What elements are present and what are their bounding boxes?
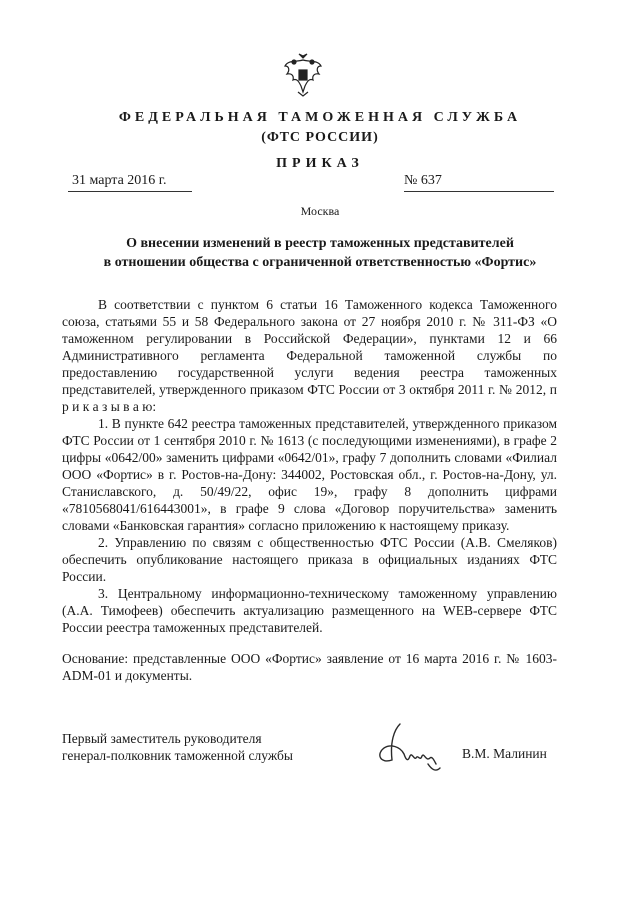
- city: Москва: [300, 204, 340, 218]
- heading-line-2: в отношении общества с ограниченной ответственностью «Фортис»: [103, 255, 537, 270]
- order-heading: [60, 234, 580, 272]
- order-body: [62, 296, 557, 636]
- order-date: 31 марта 2016 г.: [72, 173, 167, 188]
- coat-of-arms-icon: [282, 52, 324, 98]
- heading-line-1: О внесении изменений в реестр таможенных представителей: [126, 236, 514, 251]
- signatory-position: [62, 730, 342, 764]
- basis-text: Основание: представленные ООО «Фортис» заявление от 16 марта 2016 г. № 1603-ADM-01 и документы.: [62, 651, 557, 683]
- organization-title: ФЕДЕРАЛЬНАЯ ТАМОЖЕННАЯ СЛУЖБА: [118, 110, 522, 125]
- preamble-paragraph: В соответствии с пунктом 6 статьи 16 Таможенного кодекса Таможенного союза, статьями 55 и 58 Федерального закона от 27 ноября 2010 г. № 311-ФЗ «О таможенном регулировании в Российской Федерации», пунктами 12 и 66 Административного регламента Федеральной таможенной службы по предоставлению государственной услуги ведения реестра таможенных представителей, утвержденного приказом ФТС России от 3 октября 2011 г. № 2012, п р и к а з ы в а ю:: [62, 297, 557, 414]
- handwritten-signature: [370, 720, 450, 776]
- organization-abbreviation: (ФТС РОССИИ): [261, 130, 379, 145]
- signatory-position-line-2: генерал-полковник таможенной службы: [62, 748, 293, 763]
- clause-2: 2. Управлению по связям с общественностью ФТС России (А.В. Смеляков) обеспечить опубликование настоящего приказа в официальных изданиях ФТС России.: [62, 535, 557, 584]
- clause-3: 3. Центральному информационно-техническому таможенному управлению (А.А. Тимофеев) обеспечить актуализацию размещенного на WEB-сервере ФТС России реестра таможенных представителей.: [62, 586, 557, 635]
- clause-1: 1. В пункте 642 реестра таможенных представителей, утвержденного приказом ФТС России от 1 сентября 2010 г. № 1613 (с последующими изменениями), в графе 2 цифры «0642/00» заменить цифрами «0642/01», графу 7 дополнить словами «Филиал ООО «Фортис» в г. Ростов-на-Дону: 344002, Ростовская обл., г. Ростов-на-Дону, ул. Станиславского, д. 50/49/22, офис 19», графу 8 дополнить цифрами «7810568041/616443001», в графе 9 слова «Договор поручительства» заменить словами «Банковская гарантия» согласно приложению к настоящему приказу.: [62, 416, 557, 533]
- signatory-name: В.М. Малинин: [462, 746, 547, 761]
- signatory-position-line-1: Первый заместитель руководителя: [62, 731, 262, 746]
- basis-paragraph: [62, 650, 557, 684]
- order-date-field: [68, 173, 192, 192]
- order-number: № 637: [404, 173, 442, 188]
- document-type: ПРИКАЗ: [276, 156, 364, 171]
- order-number-field: [404, 173, 554, 192]
